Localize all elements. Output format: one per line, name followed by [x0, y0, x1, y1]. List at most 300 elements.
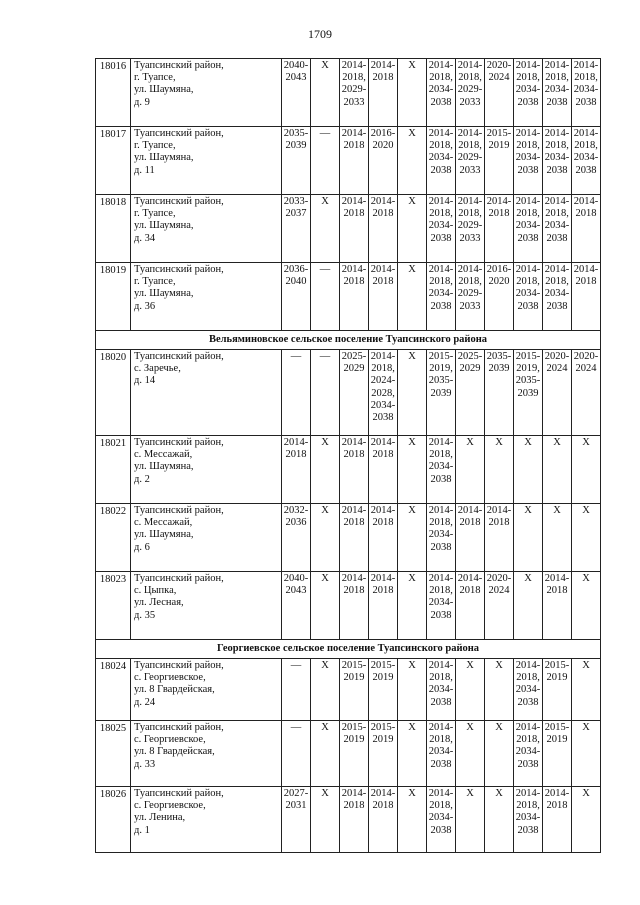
period-line: 2014-: [341, 128, 367, 139]
period-cell: [514, 504, 543, 572]
period-line: 2038: [517, 96, 539, 108]
period-line: X: [408, 196, 416, 207]
period-cell: [398, 659, 427, 721]
period-cell: [427, 195, 456, 263]
period-line: 2018,: [458, 72, 482, 84]
period-line: 2034-: [428, 746, 454, 758]
period-line: 2014-: [515, 660, 541, 671]
period-line: 2029: [459, 363, 481, 375]
period-cell: [427, 263, 456, 331]
period-cell: [456, 787, 485, 853]
address-line: Туапсинский район,: [134, 264, 224, 275]
period-line: 2014-: [515, 722, 541, 733]
address-line: ул. 8 Гвардейская,: [134, 746, 215, 758]
period-line: 2018,: [429, 734, 453, 746]
period-line: 2029-: [457, 84, 483, 96]
period-line: 2024: [488, 72, 510, 84]
address-line: Туапсинский район,: [134, 788, 224, 799]
period-line: 2014-: [341, 196, 367, 207]
period-line: X: [553, 505, 561, 516]
period-cell: [456, 127, 485, 195]
period-line: 2014-: [341, 573, 367, 584]
period-cell: [572, 263, 601, 331]
period-cell: [543, 787, 572, 853]
period-cell: [514, 787, 543, 853]
period-line: 2038: [372, 412, 394, 424]
period-line: 2018,: [516, 72, 540, 84]
table-row: [96, 572, 601, 640]
period-line: 2018,: [429, 449, 453, 461]
period-cell: [572, 59, 601, 127]
address-line: ул. Шаумяна,: [134, 529, 194, 541]
row-id: 18021: [96, 436, 131, 504]
address-cell: [131, 263, 282, 331]
period-line: X: [553, 437, 561, 448]
period-line: 2020: [488, 276, 510, 288]
period-cell: [543, 436, 572, 504]
section-header-row: [96, 331, 601, 350]
period-cell: [572, 787, 601, 853]
period-cell: [543, 350, 572, 436]
address-line: ул. Шаумяна,: [134, 152, 194, 164]
address-line: д. 14: [134, 375, 156, 387]
table-row: [96, 195, 601, 263]
period-line: 2040-: [283, 573, 309, 584]
period-cell: [427, 572, 456, 640]
period-line: 2014-: [544, 60, 570, 71]
period-cell: [485, 59, 514, 127]
period-line: 2019: [488, 140, 510, 152]
address-line: д. 11: [134, 164, 155, 176]
period-line: 2018,: [516, 800, 540, 812]
period-line: 2029: [343, 363, 365, 375]
period-line: 2018,: [429, 517, 453, 529]
table-row: [96, 263, 601, 331]
period-line: 2040-: [283, 60, 309, 71]
period-cell: [543, 659, 572, 721]
period-cell: [369, 787, 398, 853]
period-cell: [456, 436, 485, 504]
row-id: 18020: [96, 350, 131, 436]
table-row: [96, 127, 601, 195]
period-line: X: [466, 788, 474, 799]
period-line: 2034-: [573, 84, 599, 96]
period-line: 2034-: [428, 684, 454, 696]
period-line: X: [466, 722, 474, 733]
address-line: Туапсинский район,: [134, 60, 224, 71]
period-line: X: [408, 660, 416, 671]
period-line: 2014-: [486, 196, 512, 207]
period-line: 2018,: [429, 800, 453, 812]
address-line: г. Туапсе,: [134, 208, 176, 220]
period-line: 2014-: [573, 128, 599, 139]
period-line: 2018: [488, 517, 510, 529]
address-line: д. 36: [134, 300, 156, 312]
period-line: 2018: [372, 585, 394, 597]
period-line: 2038: [517, 232, 539, 244]
address-cell: [131, 59, 282, 127]
address-line: с. Мессажай,: [134, 517, 193, 529]
period-line: X: [321, 573, 329, 584]
period-line: 2014-: [370, 573, 396, 584]
period-cell: [572, 504, 601, 572]
period-cell: [282, 350, 311, 436]
period-line: X: [495, 722, 503, 733]
address-line: с. Мессажай,: [134, 449, 193, 461]
period-line: 2018: [546, 585, 568, 597]
period-line: 2018,: [458, 208, 482, 220]
period-line: 2034-: [428, 461, 454, 473]
period-line: 2025-: [341, 351, 367, 362]
period-cell: [340, 787, 369, 853]
period-cell: [427, 127, 456, 195]
period-line: 2014-: [515, 196, 541, 207]
period-cell: [398, 504, 427, 572]
period-line: 2018: [459, 517, 481, 529]
period-cell: [514, 350, 543, 436]
period-line: X: [408, 60, 416, 71]
period-line: 2018,: [429, 585, 453, 597]
period-line: X: [582, 788, 590, 799]
period-cell: [456, 59, 485, 127]
period-cell: [572, 659, 601, 721]
period-cell: [398, 721, 427, 787]
period-line: X: [408, 722, 416, 733]
table-row: [96, 787, 601, 853]
table-row: [96, 721, 601, 787]
period-cell: [311, 572, 340, 640]
period-line: 2018: [343, 449, 365, 461]
period-line: X: [321, 505, 329, 516]
period-line: 2014-: [573, 60, 599, 71]
period-line: 2024: [546, 363, 568, 375]
period-line: 2014-: [428, 788, 454, 799]
period-line: 2034-: [428, 288, 454, 300]
period-line: X: [495, 437, 503, 448]
period-line: X: [321, 660, 329, 671]
period-cell: [398, 263, 427, 331]
period-cell: [543, 59, 572, 127]
period-line: 2014-: [370, 351, 396, 362]
period-line: 2018,: [574, 72, 598, 84]
period-line: 2015-: [428, 351, 454, 362]
period-line: X: [495, 788, 503, 799]
address-line: с. Цыпка,: [134, 585, 177, 597]
period-cell: [311, 195, 340, 263]
period-line: 2014-: [341, 437, 367, 448]
period-cell: [311, 659, 340, 721]
period-cell: [340, 436, 369, 504]
period-line: 2014-: [283, 437, 309, 448]
period-cell: [543, 263, 572, 331]
period-cell: [427, 436, 456, 504]
period-cell: [456, 572, 485, 640]
period-line: 2038: [517, 300, 539, 312]
period-cell: [311, 263, 340, 331]
period-line: 2014-: [457, 60, 483, 71]
address-cell: [131, 436, 282, 504]
period-line: 2014-: [457, 128, 483, 139]
period-line: 2043: [285, 585, 307, 597]
address-line: г. Туапсе,: [134, 140, 176, 152]
period-cell: [369, 659, 398, 721]
period-line: 2014-: [457, 196, 483, 207]
period-line: 2018: [575, 208, 597, 220]
period-line: X: [408, 128, 416, 139]
period-line: 2024: [575, 363, 597, 375]
period-cell: [514, 659, 543, 721]
period-line: 2014-: [515, 128, 541, 139]
address-line: д. 35: [134, 609, 156, 621]
period-line: 2038: [430, 696, 452, 708]
period-line: 2018,: [545, 208, 569, 220]
period-cell: [427, 504, 456, 572]
period-cell: [514, 436, 543, 504]
period-line: 2038: [517, 696, 539, 708]
period-line: 2018,: [429, 208, 453, 220]
period-line: 2018,: [429, 72, 453, 84]
period-cell: [456, 721, 485, 787]
period-cell: [427, 787, 456, 853]
period-line: 2014-: [428, 264, 454, 275]
period-line: 2018: [372, 208, 394, 220]
period-line: 2014-: [457, 573, 483, 584]
period-line: 2028,: [371, 387, 395, 399]
period-line: 2035-: [428, 375, 454, 387]
period-line: 2020-: [486, 60, 512, 71]
period-line: 2014-: [457, 505, 483, 516]
period-line: 2018: [372, 800, 394, 812]
row-id: 18018: [96, 195, 131, 263]
period-line: 2038: [430, 300, 452, 312]
period-line: 2038: [430, 824, 452, 836]
period-line: 2018,: [516, 140, 540, 152]
period-line: 2038: [517, 164, 539, 176]
period-cell: [456, 263, 485, 331]
period-line: 2034-: [428, 597, 454, 609]
period-line: 2035-: [486, 351, 512, 362]
period-line: 2018: [343, 140, 365, 152]
period-cell: [340, 195, 369, 263]
table-row: [96, 350, 601, 436]
period-line: 2018,: [516, 734, 540, 746]
row-id: 18019: [96, 263, 131, 331]
address-line: г. Туапсе,: [134, 72, 176, 84]
period-cell: [340, 263, 369, 331]
period-line: X: [582, 505, 590, 516]
period-line: 2038: [517, 824, 539, 836]
period-line: 2018,: [516, 208, 540, 220]
row-id: 18017: [96, 127, 131, 195]
row-id: 18016: [96, 59, 131, 127]
address-line: д. 24: [134, 696, 156, 708]
period-cell: [543, 127, 572, 195]
address-cell: [131, 721, 282, 787]
address-cell: [131, 572, 282, 640]
period-line: 2029-: [457, 288, 483, 300]
period-cell: [282, 572, 311, 640]
period-line: 2014-: [544, 196, 570, 207]
period-cell: [282, 721, 311, 787]
period-line: 2034-: [428, 84, 454, 96]
period-cell: [282, 195, 311, 263]
address-line: ул. Ленина,: [134, 812, 186, 824]
row-id: 18026: [96, 787, 131, 853]
period-cell: [572, 350, 601, 436]
period-line: 2034-: [515, 152, 541, 164]
address-line: Туапсинский район,: [134, 128, 224, 139]
table-row: [96, 59, 601, 127]
period-cell: [485, 195, 514, 263]
period-cell: [485, 504, 514, 572]
period-line: 2037: [285, 208, 307, 220]
period-cell: [543, 572, 572, 640]
period-cell: [369, 504, 398, 572]
period-cell: [572, 127, 601, 195]
period-line: 2015-: [544, 660, 570, 671]
period-line: —: [290, 660, 302, 671]
address-line: Туапсинский район,: [134, 660, 224, 671]
period-line: 2014-: [428, 573, 454, 584]
period-line: 2038: [546, 232, 568, 244]
period-line: 2018,: [516, 672, 540, 684]
period-cell: [369, 436, 398, 504]
period-line: 2016-: [486, 264, 512, 275]
address-line: с. Георгиевское,: [134, 800, 206, 812]
period-line: 2018: [546, 800, 568, 812]
period-line: 2014-: [370, 60, 396, 71]
period-cell: [485, 659, 514, 721]
period-line: 2039: [488, 363, 510, 375]
period-line: 2018,: [458, 140, 482, 152]
period-cell: [456, 504, 485, 572]
period-line: 2038: [430, 232, 452, 244]
period-line: 2038: [430, 758, 452, 770]
period-line: 2020-: [573, 351, 599, 362]
period-line: X: [524, 437, 532, 448]
period-line: 2019: [546, 672, 568, 684]
address-cell: [131, 127, 282, 195]
period-line: X: [582, 660, 590, 671]
period-line: 2036: [285, 517, 307, 529]
period-line: 2038: [546, 164, 568, 176]
period-line: 2014-: [428, 722, 454, 733]
period-cell: [543, 504, 572, 572]
row-id: 18022: [96, 504, 131, 572]
address-line: ул. Шаумяна,: [134, 84, 194, 96]
period-cell: [369, 263, 398, 331]
period-line: 2018: [372, 276, 394, 288]
period-cell: [282, 59, 311, 127]
period-cell: [514, 59, 543, 127]
period-cell: [311, 436, 340, 504]
period-line: 2018,: [545, 276, 569, 288]
period-line: 2038: [430, 609, 452, 621]
period-line: X: [524, 573, 532, 584]
address-line: с. Заречье,: [134, 363, 181, 375]
period-line: 2038: [430, 164, 452, 176]
period-line: 2019: [343, 734, 365, 746]
period-line: 2038: [546, 300, 568, 312]
period-line: 2019: [343, 672, 365, 684]
period-line: 2014-: [457, 264, 483, 275]
address-cell: [131, 504, 282, 572]
period-cell: [514, 195, 543, 263]
period-line: 2038: [430, 541, 452, 553]
period-line: 2018: [488, 208, 510, 220]
period-cell: [398, 195, 427, 263]
period-cell: [340, 721, 369, 787]
period-line: 2034-: [428, 152, 454, 164]
period-line: 2014-: [515, 264, 541, 275]
period-line: 2014-: [544, 573, 570, 584]
period-line: 2039: [285, 140, 307, 152]
period-cell: [311, 504, 340, 572]
address-line: д. 9: [134, 96, 150, 108]
period-line: 2038: [575, 164, 597, 176]
period-line: 2039: [517, 387, 539, 399]
period-line: —: [319, 351, 331, 362]
period-cell: [427, 350, 456, 436]
period-line: 2035-: [283, 128, 309, 139]
period-line: 2014-: [544, 264, 570, 275]
period-line: 2014-: [544, 128, 570, 139]
address-line: Туапсинский район,: [134, 722, 224, 733]
period-line: 2018,: [545, 140, 569, 152]
period-line: 2025-: [457, 351, 483, 362]
period-line: 2034-: [515, 812, 541, 824]
address-line: ул. Шаумяна,: [134, 288, 194, 300]
period-line: 2018,: [574, 140, 598, 152]
period-line: 2019: [372, 734, 394, 746]
period-line: X: [466, 660, 474, 671]
period-line: 2018,: [371, 363, 395, 375]
period-cell: [311, 59, 340, 127]
period-line: 2019: [372, 672, 394, 684]
period-cell: [485, 263, 514, 331]
period-cell: [485, 127, 514, 195]
period-line: 2033: [459, 96, 481, 108]
period-line: 2034-: [544, 152, 570, 164]
period-line: 2034-: [544, 288, 570, 300]
period-line: 2014-: [428, 437, 454, 448]
period-line: 2015-: [544, 722, 570, 733]
period-line: 2018,: [429, 672, 453, 684]
period-line: 2018: [372, 72, 394, 84]
period-cell: [485, 436, 514, 504]
address-line: Туапсинский район,: [134, 196, 224, 207]
period-line: 2024-: [370, 375, 396, 387]
period-cell: [311, 721, 340, 787]
period-cell: [282, 659, 311, 721]
period-cell: [485, 787, 514, 853]
table-row: [96, 504, 601, 572]
period-line: 2039: [430, 387, 452, 399]
address-line: с. Георгиевское,: [134, 734, 206, 746]
period-line: 2018,: [516, 276, 540, 288]
period-cell: [456, 350, 485, 436]
period-line: —: [319, 264, 331, 275]
period-line: 2038: [517, 758, 539, 770]
address-line: Туапсинский район,: [134, 505, 224, 516]
period-line: X: [321, 437, 329, 448]
address-line: ул. Шаумяна,: [134, 461, 194, 473]
period-line: 2014-: [428, 660, 454, 671]
period-cell: [572, 195, 601, 263]
period-line: X: [408, 437, 416, 448]
period-line: 2033-: [283, 196, 309, 207]
period-line: 2014-: [573, 196, 599, 207]
